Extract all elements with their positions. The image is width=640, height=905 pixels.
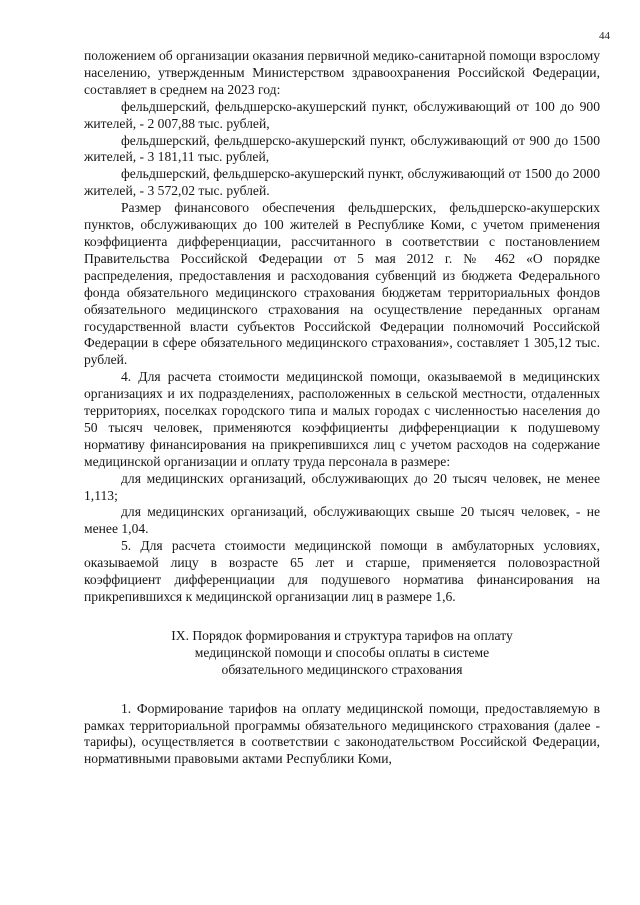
paragraph: для медицинских организаций, обслуживающих свыше 20 тысяч человек, - не менее 1,04. [84,504,600,537]
paragraph: фельдшерский, фельдшерско-акушерский пункт, обслуживающий от 100 до 900 жителей, - 2 007,88 тыс. рублей, [84,98,600,131]
paragraph: 5. Для расчета стоимости медицинской помощи в амбулаторных условиях, оказываемой лицу в возрасте 65 лет и старше, применяется половозрастной коэффициент дифференциации для подушевого норматива финансирования на прикрепившихся к медицинской организации лиц в размере 1,6. [84,538,600,604]
paragraph: 1. Формирование тарифов на оплату медицинской помощи, предоставляемую в рамках территориальной программы обязательного медицинского страхования (далее - тарифы), осуществляется в соответствии с законодательством Российской Федерации, нормативными правовыми актами Республики Коми, [84,700,600,767]
paragraph: 4. Для расчета стоимости медицинской помощи, оказываемой в медицинских организациях и их подразделениях, расположенных в сельской местности, отдаленных территориях, поселках городского типа и малых городах с численностью населения до 50 тысяч человек, применяются коэффициенты дифференциации к подушевому нормативу финансирования на прикрепившихся лиц с учетом расходов на содержание медицинской организации и оплату труда персонала в размере: [84,369,600,469]
section-heading-line: медицинской помощи и способы оплаты в системе [194,644,490,660]
section-heading-line: обязательного медицинского страхования [221,661,463,677]
paragraph: Размер финансового обеспечения фельдшерских, фельдшерско-акушерских пунктов, обслуживающих до 100 жителей в Республике Коми, с учетом применения коэффициента дифференциации, рассчитанного в соответствии с постановлением Правительства Российской Федерации от 5 мая 2012 г. № 462 «О порядке распределения, предоставления и расходования субвенций из бюджета Федерального фонда обязательного медицинского страхования бюджетам территориальных фондов обязательного медицинского страхования на осуществление переданных органам государственной власти субъектов Российской Федерации полномочий Российской Федерации в сфере обязательного медицинского страхования», составляет 1 305,12 тыс. рублей. [84,200,600,368]
paragraph: положением об организации оказания первичной медико-санитарной помощи взрослому населению, утвержденным Министерством здравоохранения Российской Федерации, составляет в среднем на 2023 год: [84,48,600,97]
page-number: 44 [599,30,610,42]
section-heading [84,628,600,679]
section-heading-line: IX. Порядок формирования и структура тарифов на оплату [171,627,513,643]
paragraph: фельдшерский, фельдшерско-акушерский пункт, обслуживающий от 900 до 1500 жителей, - 3 181,11 тыс. рублей, [84,132,600,165]
paragraph: фельдшерский, фельдшерско-акушерский пункт, обслуживающий от 1500 до 2000 жителей, - 3 572,02 тыс. рублей. [84,166,600,199]
document-body [84,48,600,768]
paragraph: для медицинских организаций, обслуживающих до 20 тысяч человек, не менее 1,113; [84,470,600,503]
